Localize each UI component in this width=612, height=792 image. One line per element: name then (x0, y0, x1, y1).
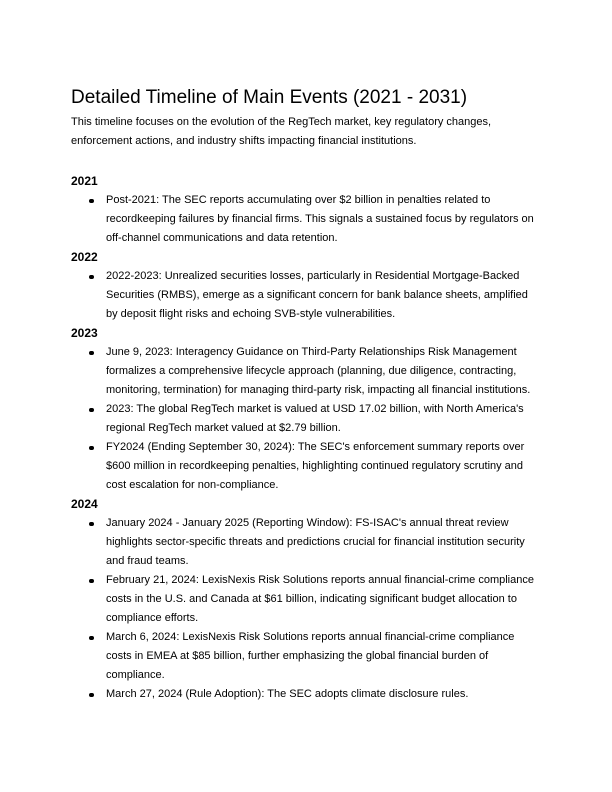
timeline-section-2022 (71, 248, 541, 324)
events-list (71, 191, 541, 248)
intro-paragraph: This timeline focuses on the evolution of the RegTech market, key regulatory changes, enforcement actions, and industry shifts impacting financial institutions. (71, 116, 492, 147)
timeline-section-2021 (71, 172, 541, 248)
year-heading: 2023 (71, 326, 98, 340)
year-heading: 2024 (71, 497, 98, 511)
event-item: March 6, 2024: LexisNexis Risk Solutions reports annual financial-crime compliance costs in EMEA at $85 billion, further emphasizing the global financial burden of compliance. (106, 628, 541, 685)
event-item: 2022-2023: Unrealized securities losses, particularly in Residential Mortgage-Backed Securities (RMBS), emerge as a significant concern for bank balance sheets, amplified by deposit flight risks and echoing SVB-style vulnerabilities. (106, 267, 541, 324)
events-list (71, 343, 541, 495)
timeline-section-2023 (71, 324, 541, 495)
event-item: March 27, 2024 (Rule Adoption): The SEC adopts climate disclosure rules. (106, 685, 541, 704)
year-heading: 2022 (71, 250, 98, 264)
event-item: February 21, 2024: LexisNexis Risk Solutions reports annual financial-crime compliance costs in the U.S. and Canada at $61 billion, indicating significant budget allocation to compliance efforts. (106, 571, 541, 628)
year-heading: 2021 (71, 174, 98, 188)
page-title: Detailed Timeline of Main Events (2021 - 2031) (71, 87, 468, 108)
events-list (71, 267, 541, 324)
timeline-section-2024 (71, 495, 541, 704)
event-item: Post-2021: The SEC reports accumulating over $2 billion in penalties related to recordkeeping failures by financial firms. This signals a sustained focus by regulators on off-channel communications and data retention. (106, 191, 541, 248)
event-item: 2023: The global RegTech market is valued at USD 17.02 billion, with North America's regional RegTech market valued at $2.79 billion. (106, 400, 541, 438)
event-item: FY2024 (Ending September 30, 2024): The SEC's enforcement summary reports over $600 million in recordkeeping penalties, highlighting continued regulatory scrutiny and cost escalation for non-compliance. (106, 438, 541, 495)
events-list (71, 514, 541, 704)
event-item: January 2024 - January 2025 (Reporting Window): FS-ISAC's annual threat review highlights sector-specific threats and predictions crucial for financial institution security and fraud teams. (106, 514, 541, 571)
event-item: June 9, 2023: Interagency Guidance on Third-Party Relationships Risk Management formalizes a comprehensive lifecycle approach (planning, due diligence, contracting, monitoring, termination) for managing third-party risk, impacting all financial institutions. (106, 343, 541, 400)
